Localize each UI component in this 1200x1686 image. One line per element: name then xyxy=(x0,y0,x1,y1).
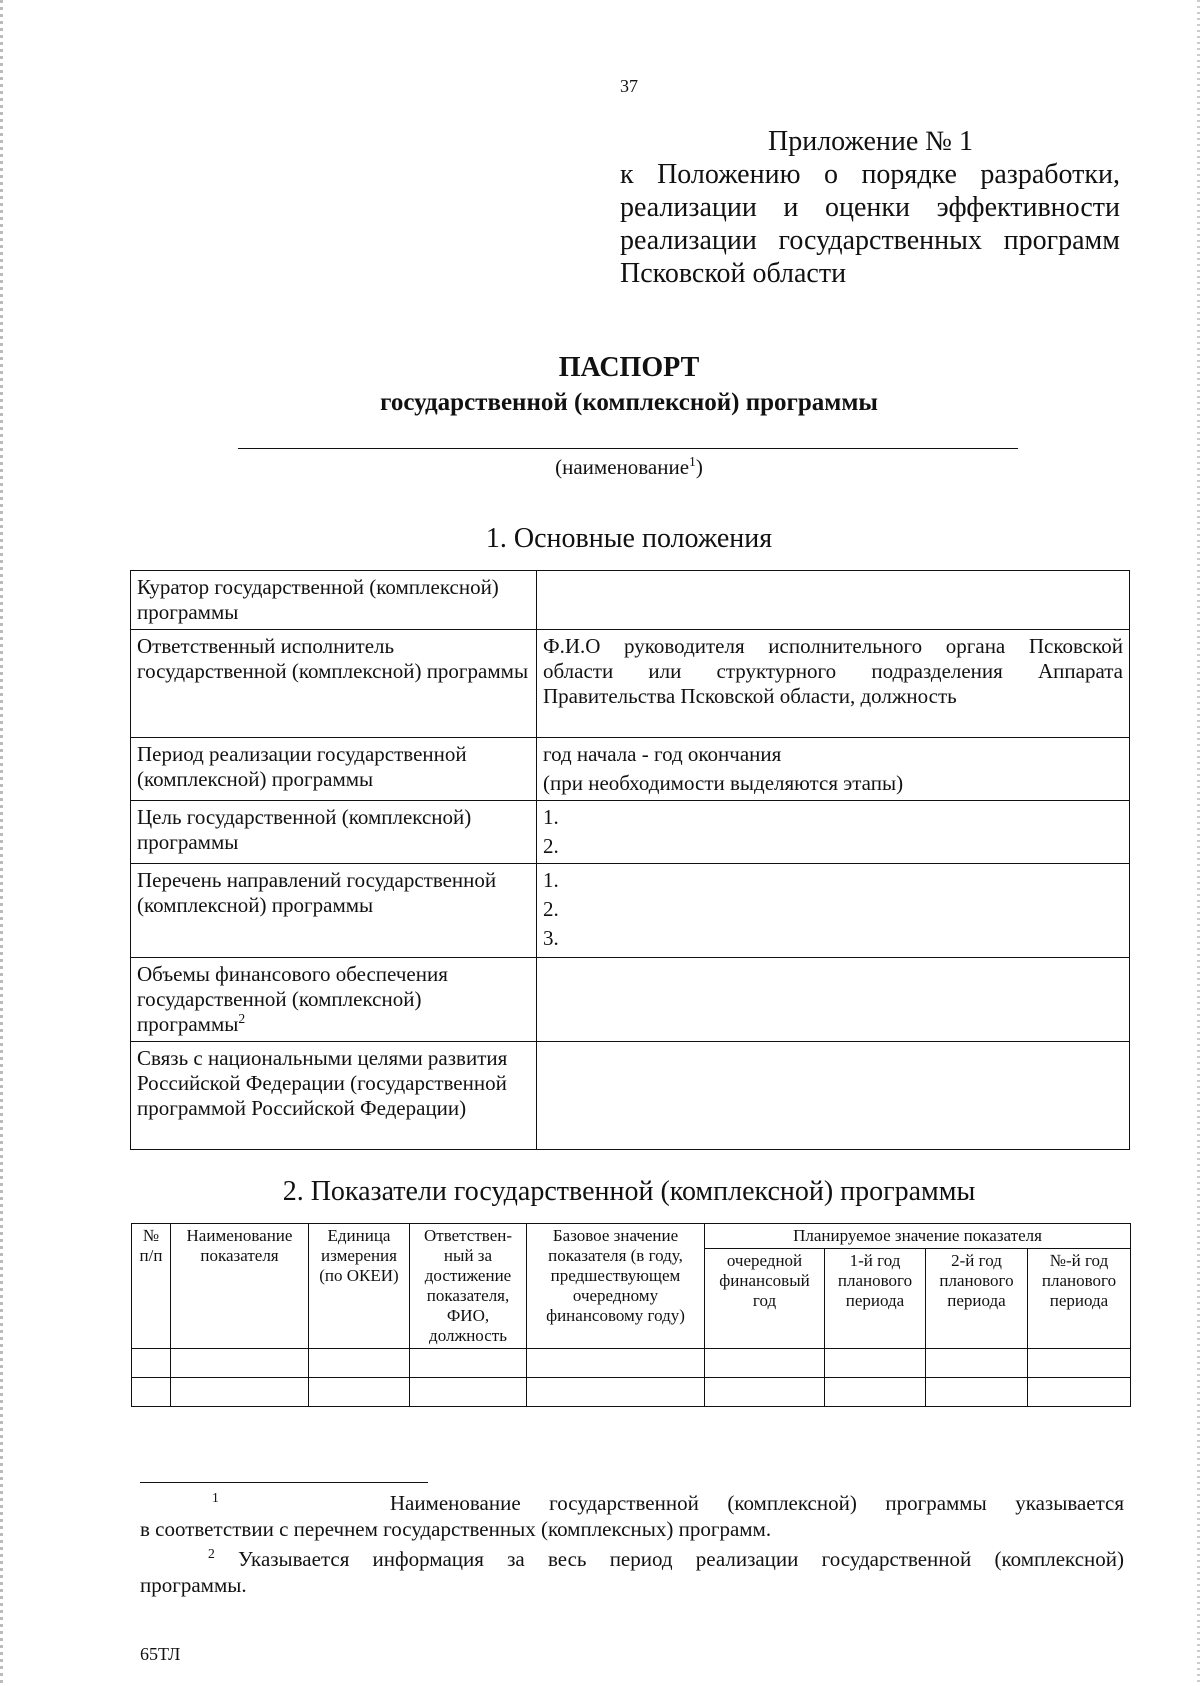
footnote-1-cont: в соответствии с перечнем государственных (комплексных) программ. xyxy=(140,1517,772,1541)
cell xyxy=(825,1378,926,1407)
main-provisions-table xyxy=(130,570,1130,1150)
table-row xyxy=(131,571,1130,630)
footnote-ref-2: 2 xyxy=(238,1011,246,1026)
row-value xyxy=(537,1042,1130,1150)
table-row xyxy=(131,864,1130,958)
row-value: Ф.И.О руководителя исполнительного органа Псковской области или структурного подразделения Аппарата Правительства Псковской области, должность xyxy=(537,630,1130,738)
appendix-title: Приложение № 1 xyxy=(768,126,973,157)
row-label: Ответственный исполнитель государственной (комплексной) программы xyxy=(131,630,537,738)
header-row xyxy=(132,1224,1131,1249)
row-label: Перечень направлений государственной (комплексной) программы xyxy=(131,864,537,958)
header-base-value: Базовое значение показателя (в году, предшествующем очередному финансовому году) xyxy=(527,1224,705,1349)
table-row xyxy=(131,1042,1130,1150)
row-value xyxy=(537,801,1130,864)
program-name-caption: (наименование$^1$) xyxy=(555,454,703,479)
cell xyxy=(309,1378,410,1407)
row-value xyxy=(537,958,1130,1042)
value-line: 1. xyxy=(543,805,559,829)
header-planned-col: очередной финансовый год xyxy=(705,1249,825,1349)
row-label: Связь с национальными целями развития Российской Федерации (государственной программой Российской Федерации) xyxy=(131,1042,537,1150)
value-line: 2. xyxy=(543,834,559,858)
header-planned-col: 2-й год планового периода xyxy=(926,1249,1028,1349)
table-row xyxy=(131,801,1130,864)
passport-subtitle: государственной (комплексной) программы xyxy=(380,389,878,416)
header-responsible: Ответствен-ный за достижение показателя, ФИО, должность xyxy=(410,1224,527,1349)
footnotes xyxy=(140,1490,1124,1598)
table-row xyxy=(132,1378,1131,1407)
cell xyxy=(410,1349,527,1378)
value-line: 3. xyxy=(543,926,559,950)
header-planned-value: Планируемое значение показателя xyxy=(705,1224,1131,1249)
cell xyxy=(926,1349,1028,1378)
cell xyxy=(926,1378,1028,1407)
row-label: Цель государственной (комплексной) программы xyxy=(131,801,537,864)
section2-heading: 2. Показатели государственной (комплексной) программы xyxy=(282,1176,976,1207)
footnote-separator xyxy=(140,1482,428,1483)
cell xyxy=(309,1349,410,1378)
row-value xyxy=(537,864,1130,958)
cell xyxy=(171,1349,309,1378)
footnote-ref-1: 1 xyxy=(689,454,696,469)
table-row xyxy=(131,958,1130,1042)
cell xyxy=(527,1349,705,1378)
cell xyxy=(1028,1349,1131,1378)
indicators-table xyxy=(131,1223,1131,1407)
row-value xyxy=(537,571,1130,630)
cell xyxy=(410,1378,527,1407)
table-row xyxy=(132,1349,1131,1378)
document-code: 65ТЛ xyxy=(140,1644,181,1664)
header-name: Наименование показателя xyxy=(171,1224,309,1349)
passport-title: ПАСПОРТ xyxy=(558,352,700,383)
cell xyxy=(705,1378,825,1407)
header-num: № п/п xyxy=(132,1224,171,1349)
header-planned-col: 1-й год планового периода xyxy=(825,1249,926,1349)
table-row xyxy=(131,630,1130,738)
program-name-line xyxy=(238,448,1018,449)
row-label: Период реализации государственной (комплексной) программы xyxy=(131,738,537,801)
row-label: Куратор государственной (комплексной) программы xyxy=(131,571,537,630)
value-line: (при необходимости выделяются этапы) xyxy=(543,771,904,795)
row-value xyxy=(537,738,1130,801)
footnote-2: $^2$ Указывается информация за весь период реализации государственной (комплексной) xyxy=(208,1546,1124,1571)
header-unit: Единица измерения (по ОКЕИ) xyxy=(309,1224,410,1349)
page-number: 37 xyxy=(620,76,638,96)
scan-edge-left xyxy=(0,0,3,1686)
cell xyxy=(1028,1378,1131,1407)
value-line: 2. xyxy=(543,897,559,921)
appendix-block xyxy=(620,125,1120,290)
cell xyxy=(171,1378,309,1407)
table-row xyxy=(131,738,1130,801)
section1-heading: 1. Основные положения xyxy=(485,523,773,554)
header-planned-col: №-й год планового периода xyxy=(1028,1249,1131,1349)
footnote-1: $^1$ Наименование государственной (комплексной) программы указывается xyxy=(212,1490,1125,1515)
row-label: Объемы финансового обеспечения государственной (комплексной) программы$^2$ xyxy=(131,958,537,1042)
cell xyxy=(705,1349,825,1378)
cell xyxy=(132,1378,171,1407)
value-line: 1. xyxy=(543,868,559,892)
value-line: год начала - год окончания xyxy=(543,742,782,766)
appendix-text: к Положению о порядке разработки, реализации и оценки эффективности реализации государственных программ Псковской области xyxy=(620,159,1120,289)
footnote-2-cont: программы. xyxy=(140,1573,247,1597)
cell xyxy=(132,1349,171,1378)
cell xyxy=(527,1378,705,1407)
cell xyxy=(825,1349,926,1378)
